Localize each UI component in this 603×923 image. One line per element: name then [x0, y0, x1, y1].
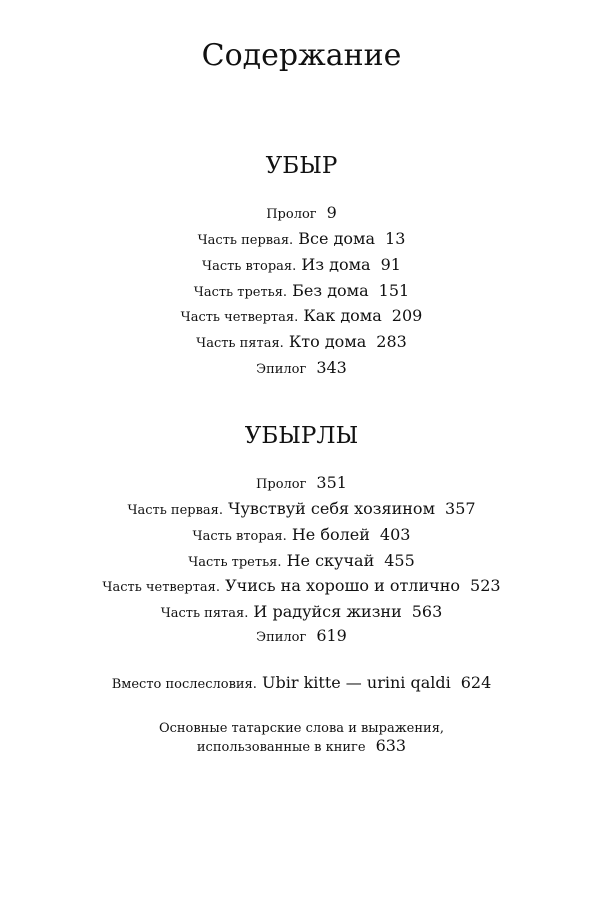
- entry-page-number: 357: [445, 499, 476, 518]
- entry-name: Не скучай: [286, 551, 375, 570]
- toc-entry[interactable]: [0, 527, 603, 543]
- toc-entry[interactable]: [0, 553, 603, 569]
- toc-entry[interactable]: [0, 604, 603, 620]
- entry-name: Как дома: [303, 306, 382, 325]
- entry-page-number: 403: [379, 525, 411, 544]
- toc-entry-glossary-line2[interactable]: [0, 738, 603, 754]
- entry-label: Часть первая.: [127, 503, 224, 518]
- entry-label: Часть пятая.: [196, 336, 284, 351]
- toc-entry[interactable]: [0, 231, 603, 247]
- entry-page-number: 351: [316, 473, 347, 492]
- entry-name: Чувствуй себя хозяином: [228, 499, 436, 518]
- toc-entry[interactable]: [0, 257, 603, 273]
- section-title-ubyr: УБЫР: [265, 153, 338, 179]
- entry-label: использованные в книге: [196, 740, 366, 755]
- entry-name: И радуйся жизни: [253, 602, 402, 621]
- entry-name: Без дома: [292, 281, 369, 300]
- toc-entry[interactable]: [0, 334, 603, 350]
- entry-label: Часть третья.: [188, 555, 282, 570]
- toc-entry[interactable]: [0, 360, 603, 376]
- entry-page-number: 563: [411, 602, 443, 621]
- toc-entry[interactable]: [0, 578, 603, 594]
- entry-name: Учись на хорошо и отлично: [225, 576, 461, 595]
- page-title: Содержание: [201, 38, 402, 73]
- toc-entry[interactable]: [0, 475, 603, 491]
- entry-page-number: 13: [385, 229, 406, 248]
- entry-name: Ubir kitte — urini qaldi: [262, 673, 451, 692]
- toc-entry[interactable]: [0, 308, 603, 324]
- entry-label: Часть третья.: [193, 285, 288, 300]
- entry-page-number: 91: [380, 255, 401, 274]
- toc-entry[interactable]: [0, 283, 603, 299]
- entry-page-number: 9: [326, 203, 337, 222]
- entry-label: Часть первая.: [197, 233, 294, 248]
- entry-page-number: 151: [378, 281, 410, 300]
- entry-page-number: 619: [316, 626, 347, 645]
- entry-label: Эпилог: [256, 630, 307, 645]
- entry-label: Часть четвертая.: [180, 310, 299, 325]
- entry-label: Часть вторая.: [202, 259, 297, 274]
- entry-label: Основные татарские слова и выражения,: [158, 721, 445, 736]
- entry-page-number: 633: [375, 736, 407, 755]
- entry-name: Из дома: [301, 255, 371, 274]
- toc-entry-afterword[interactable]: [0, 675, 603, 691]
- toc-entry[interactable]: [0, 501, 603, 517]
- entry-label: Часть четвертая.: [102, 580, 220, 595]
- toc-entry-glossary-line1[interactable]: [0, 719, 603, 735]
- toc-entry[interactable]: [0, 628, 603, 644]
- entry-name: Все дома: [298, 229, 376, 248]
- entry-page-number: 283: [376, 332, 407, 351]
- entry-page-number: 343: [316, 358, 347, 377]
- entry-page-number: 624: [460, 673, 492, 692]
- entry-page-number: 455: [384, 551, 415, 570]
- toc-entry[interactable]: [0, 205, 603, 221]
- entry-label: Часть пятая.: [160, 606, 249, 621]
- section-title-ubyrly: УБЫРЛЫ: [244, 423, 359, 449]
- entry-label: Эпилог: [256, 362, 307, 377]
- entry-page-number: 523: [470, 576, 501, 595]
- entry-label: Пролог: [256, 477, 307, 492]
- entry-label: Часть вторая.: [192, 529, 287, 544]
- entry-name: Не болей: [291, 525, 370, 544]
- entry-page-number: 209: [391, 306, 423, 325]
- entry-name: Кто дома: [288, 332, 367, 351]
- entry-label: Вместо послесловия.: [111, 677, 257, 692]
- entry-label: Пролог: [266, 207, 317, 222]
